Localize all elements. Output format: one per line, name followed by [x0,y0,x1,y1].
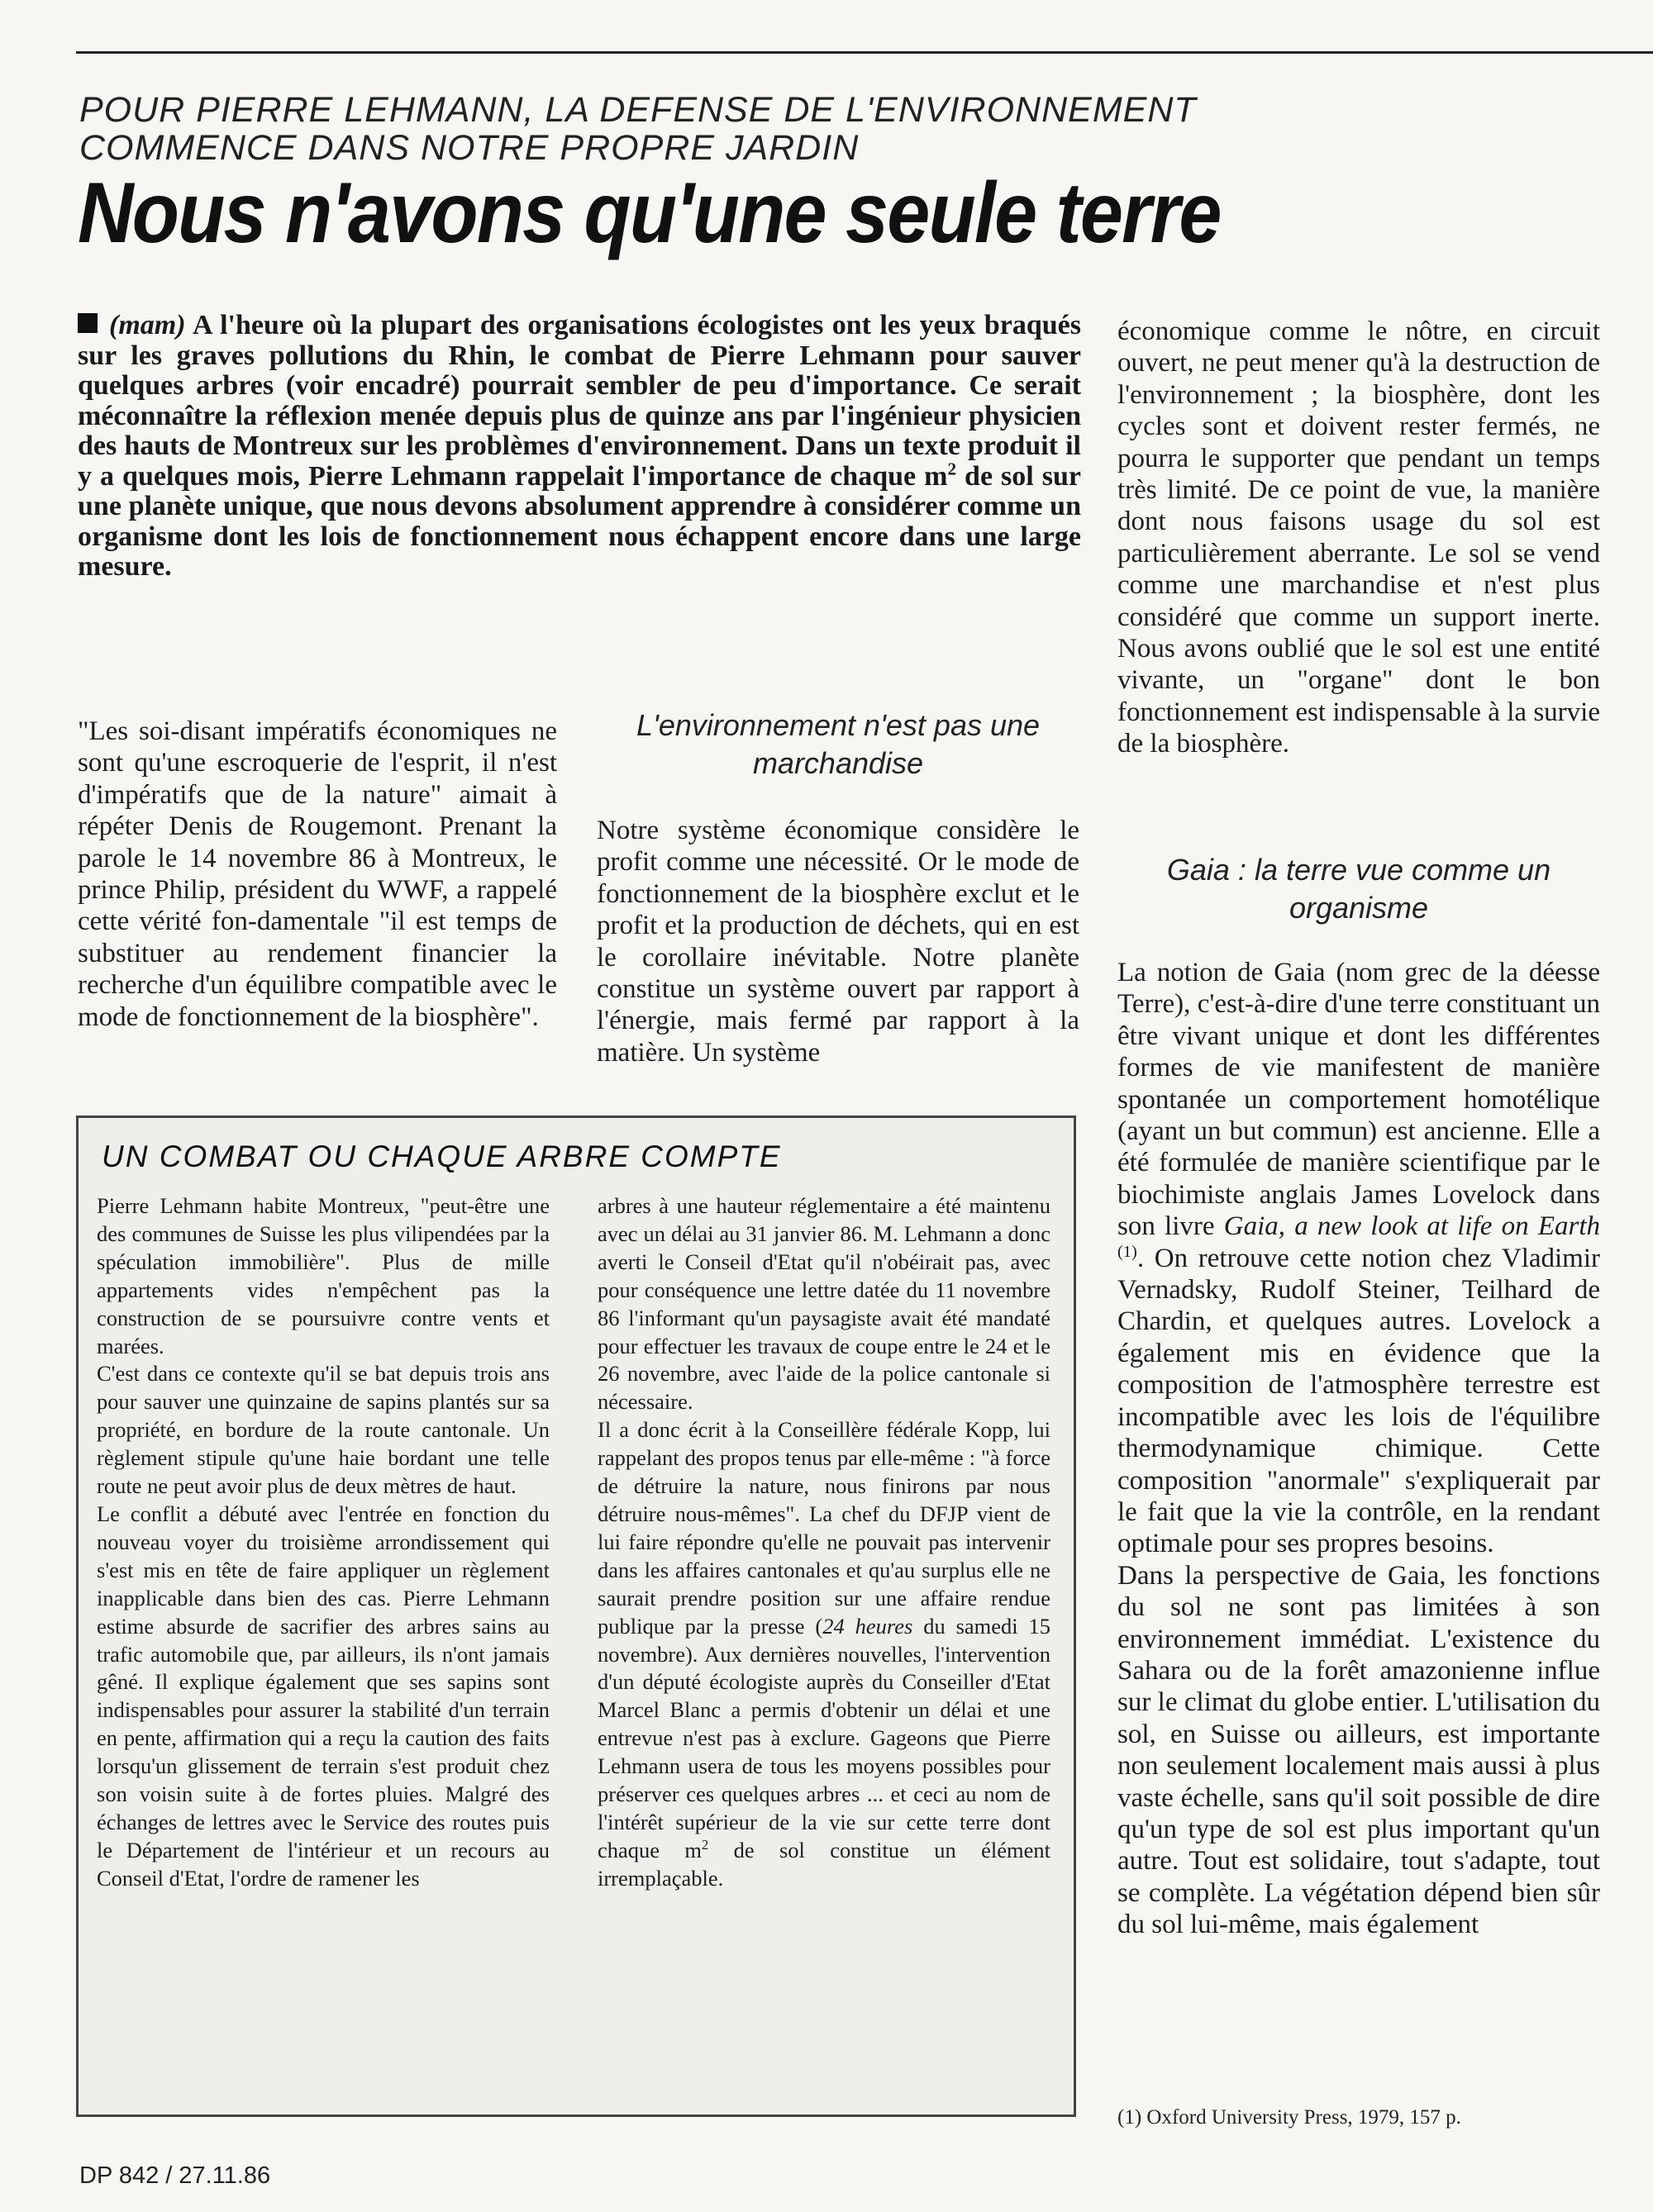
lead-text-2: de sol sur une planète unique, que nous devons absolument apprendre à considérer comme un organisme dont les lois de fonctionnement nous échappent encore dans une large mesure. [78,460,1081,582]
box-right-p2-text: Il a donc écrit à la Conseillère fédérale Kopp, lui rappelant des propos tenus par elle-même : "à force de détruire la nature, nous finirons par nous détruire nous-mêmes". La chef du DFJP vient de lui faire répondre qu'elle ne pouvait pas intervenir dans les affaires cantonales et qu'au surplus elle ne saurait prendre position sur une affaire rendue publique par la presse ( [598,1417,1050,1639]
column-3-top [1117,316,1600,760]
column-1 [78,716,557,1033]
column-3-bottom [1117,957,1600,1941]
footnote-ref: (1) [1117,1242,1137,1261]
column-3-top-text: économique comme le nôtre, en circuit ouvert, ne peut mener qu'à la destruction de l'environnement ; la biosphère, dont les cycles sont et doivent rester fermés, ne pourra le supporter que pendant un temps très limité. De ce point de vue, la manière dont nous faisons usage du sol est particulièrement aberrante. Le sol se vend comme une marchandise et n'est plus considéré que comme un support inerte. Nous avons oublié que le sol est une entité vivante, un "organe" dont le bon fonctionnement est indispensable à la survie de la biosphère. [1117,316,1600,759]
box-left-p3: Le conflit a débuté avec l'entrée en fonction du nouveau voyer du troisième arrondissement qui s'est mis en tête de faire appliquer un règlement inapplicable dans bien des cas. Pierre Lehmann estime absurde de sacrifier des arbres sains au trafic automobile que, par ailleurs, ils n'ont jamais gêné. Il explique également que ses sapins sont indispensables pour assurer la stabilité d'un terrain en pente, affirmation qui a reçu la caution des faits lorsqu'un glissement de terrain s'est produit chez son voisin suite à de fortes pluies. Malgré des échanges de lettres avec le Service des routes puis le Département de l'intérieur et un recours au Conseil d'Etat, l'ordre de ramener les [97,1501,550,1891]
lead-superscript: 2 [947,459,957,479]
gaia-paragraph-2: Dans la perspective de Gaia, les fonctions du sol ne sont pas limitées à son environnement immédiat. L'existence du Sahara ou de la forêt amazonienne influe sur le climat du globe entier. L'utilisation du sol, en Suisse ou ailleurs, est importante non seulement localement mais aussi à plus vaste échelle, sans qu'il soit possible de dire qu'un type de sol est plus important qu'un autre. Tout est solidaire, tout s'adapte, tout se complète. La végétation dépend bien sûr du sol lui-même, mais également [1117,1560,1600,1940]
book-title: Gaia, a new look at life on Earth [1223,1211,1600,1242]
folio: DP 842 / 27.11.86 [79,2162,271,2189]
headline: Nous n'avons qu'une seule terre [78,165,1221,261]
subhead-environnement: L'environnement n'est pas une marchandise [636,708,1041,780]
subhead-gaia: Gaia : la terre vue comme un organisme [1166,853,1551,925]
box-column-right [598,1192,1050,1893]
box-left-p1: Pierre Lehmann habite Montreux, "peut-être une des communes de Suisse les plus vilipendées par la spéculation immobilière". Plus de mille appartements vides n'empêchent pas la construction de se poursuivre contre vents et marées. [97,1193,550,1358]
author-initials: (mam) [109,310,186,340]
kicker-line-2: COMMENCE DANS NOTRE PROPRE JARDIN [79,128,860,168]
box-right-p1: arbres à une hauteur réglementaire a été maintenu avec un délai au 31 janvier 86. M. Lehmann a donc averti le Conseil d'Etat qu'il n'obéirait pas, avec pour conséquence une lettre datée du 11 novembre 86 l'informant qu'un paysagiste avait été mandaté pour effectuer les travaux de coupe entre le 24 et le 26 novembre, avec l'aide de la police cantonale si nécessaire. [598,1193,1050,1415]
column-1-text: "Les soi-disant impératifs économiques ne sont qu'une escroquerie de l'esprit, il n'est d'impératifs que de la nature" aimait à répéter Denis de Rougemont. Prenant la parole le 14 novembre 86 à Montreux, le prince Philip, président du WWF, a rappelé cette vérité fon-damentale "il est temps de substituer au rendement financier la recherche d'un équilibre compatible avec le mode de fonctionnement de la biosphère". [78,716,557,1032]
square-bullet-icon [78,313,98,333]
gaia-p1-text: La notion de Gaia (nom grec de la déesse Terre), c'est-à-dire d'une terre constituant un être vivant unique et dont les différentes formes de vie manifestent de manière spontanée un comportement homotélique (ayant un but commun) est ancienne. Elle a été formulée de manière scientifique par le biochimiste anglais James Lovelock dans son livre [1117,958,1600,1242]
kicker [79,91,1402,167]
column-2 [597,815,1079,1068]
lead-text-1: A l'heure où la plupart des organisations écologistes ont les yeux braqués sur les graves pollutions du Rhin, le combat de Pierre Lehmann pour sauver quelques arbres (voir encadré) pourrait sembler de peu d'importance. Ce serait méconnaître la réflexion menée depuis plus de quinze ans par l'ingénieur physicien des hauts de Montreux sur les problèmes d'environnement. Dans un texte produit il y a quelques mois, Pierre Lehmann rappelait l'importance de chaque m [78,310,1081,492]
gaia-p1-text-2: . On retrouve cette notion chez Vladimir Vernadsky, Rudolf Steiner, Teilhard de Chardin, et quelques autres. Lovelock a également mis en évidence que la composition de l'atmosphère terrestre est incompatible avec les lois de l'équilibre thermodynamique chimique. Cette composition "anormale" s'expliquerait par le fait que la vie la contrôle, en la rendant optimale pour ses propres besoins. [1117,1243,1600,1559]
lead-paragraph [78,311,1081,583]
box-superscript: 2 [702,1837,709,1853]
gaia-paragraph-1 [1117,957,1600,1560]
box-right-p2 [598,1416,1050,1892]
top-rule [76,51,1653,54]
footnote: (1) Oxford University Press, 1979, 157 p. [1117,2106,1461,2129]
column-2-text: Notre système économique considère le profit comme une nécessité. Or le mode de fonctionnement de la biosphère exclut et le profit et la production de déchets, qui en est le corollaire inévitable. Notre planète constitue un système ouvert par rapport à l'énergie, mais fermé par rapport à la matière. Un système [597,816,1079,1068]
box-title: UN COMBAT OU CHAQUE ARBRE COMPTE [102,1139,782,1173]
box-column-left [97,1192,550,1893]
box-right-p2-text-2: du samedi 15 novembre). Aux dernières nouvelles, l'intervention d'un député écologiste auprès du Conseiller d'Etat Marcel Blanc a permis d'obtenir un délai et une entrevue n'est pas à exclure. Gageons que Pierre Lehmann usera de tous les moyens possibles pour préserver ces quelques arbres ... et ceci au nom de l'intérêt supérieur de la vie sur cette terre dont chaque m [598,1613,1051,1862]
newspaper-name: 24 heures [822,1613,913,1639]
box-left-p2: C'est dans ce contexte qu'il se bat depuis trois ans pour sauver une quinzaine de sapins plantés sur sa propriété, en bordure de la route cantonale. Un règlement stipule qu'une haie bordant une telle route ne peut avoir plus de deux mètres de haut. [97,1361,550,1499]
box-right-p2-end: de sol constitue un élément irremplaçable. [598,1837,1050,1891]
kicker-line-1: POUR PIERRE LEHMANN, LA DEFENSE DE L'ENVIRONNEMENT [79,90,1197,130]
sidebar-box [76,1116,1076,2117]
